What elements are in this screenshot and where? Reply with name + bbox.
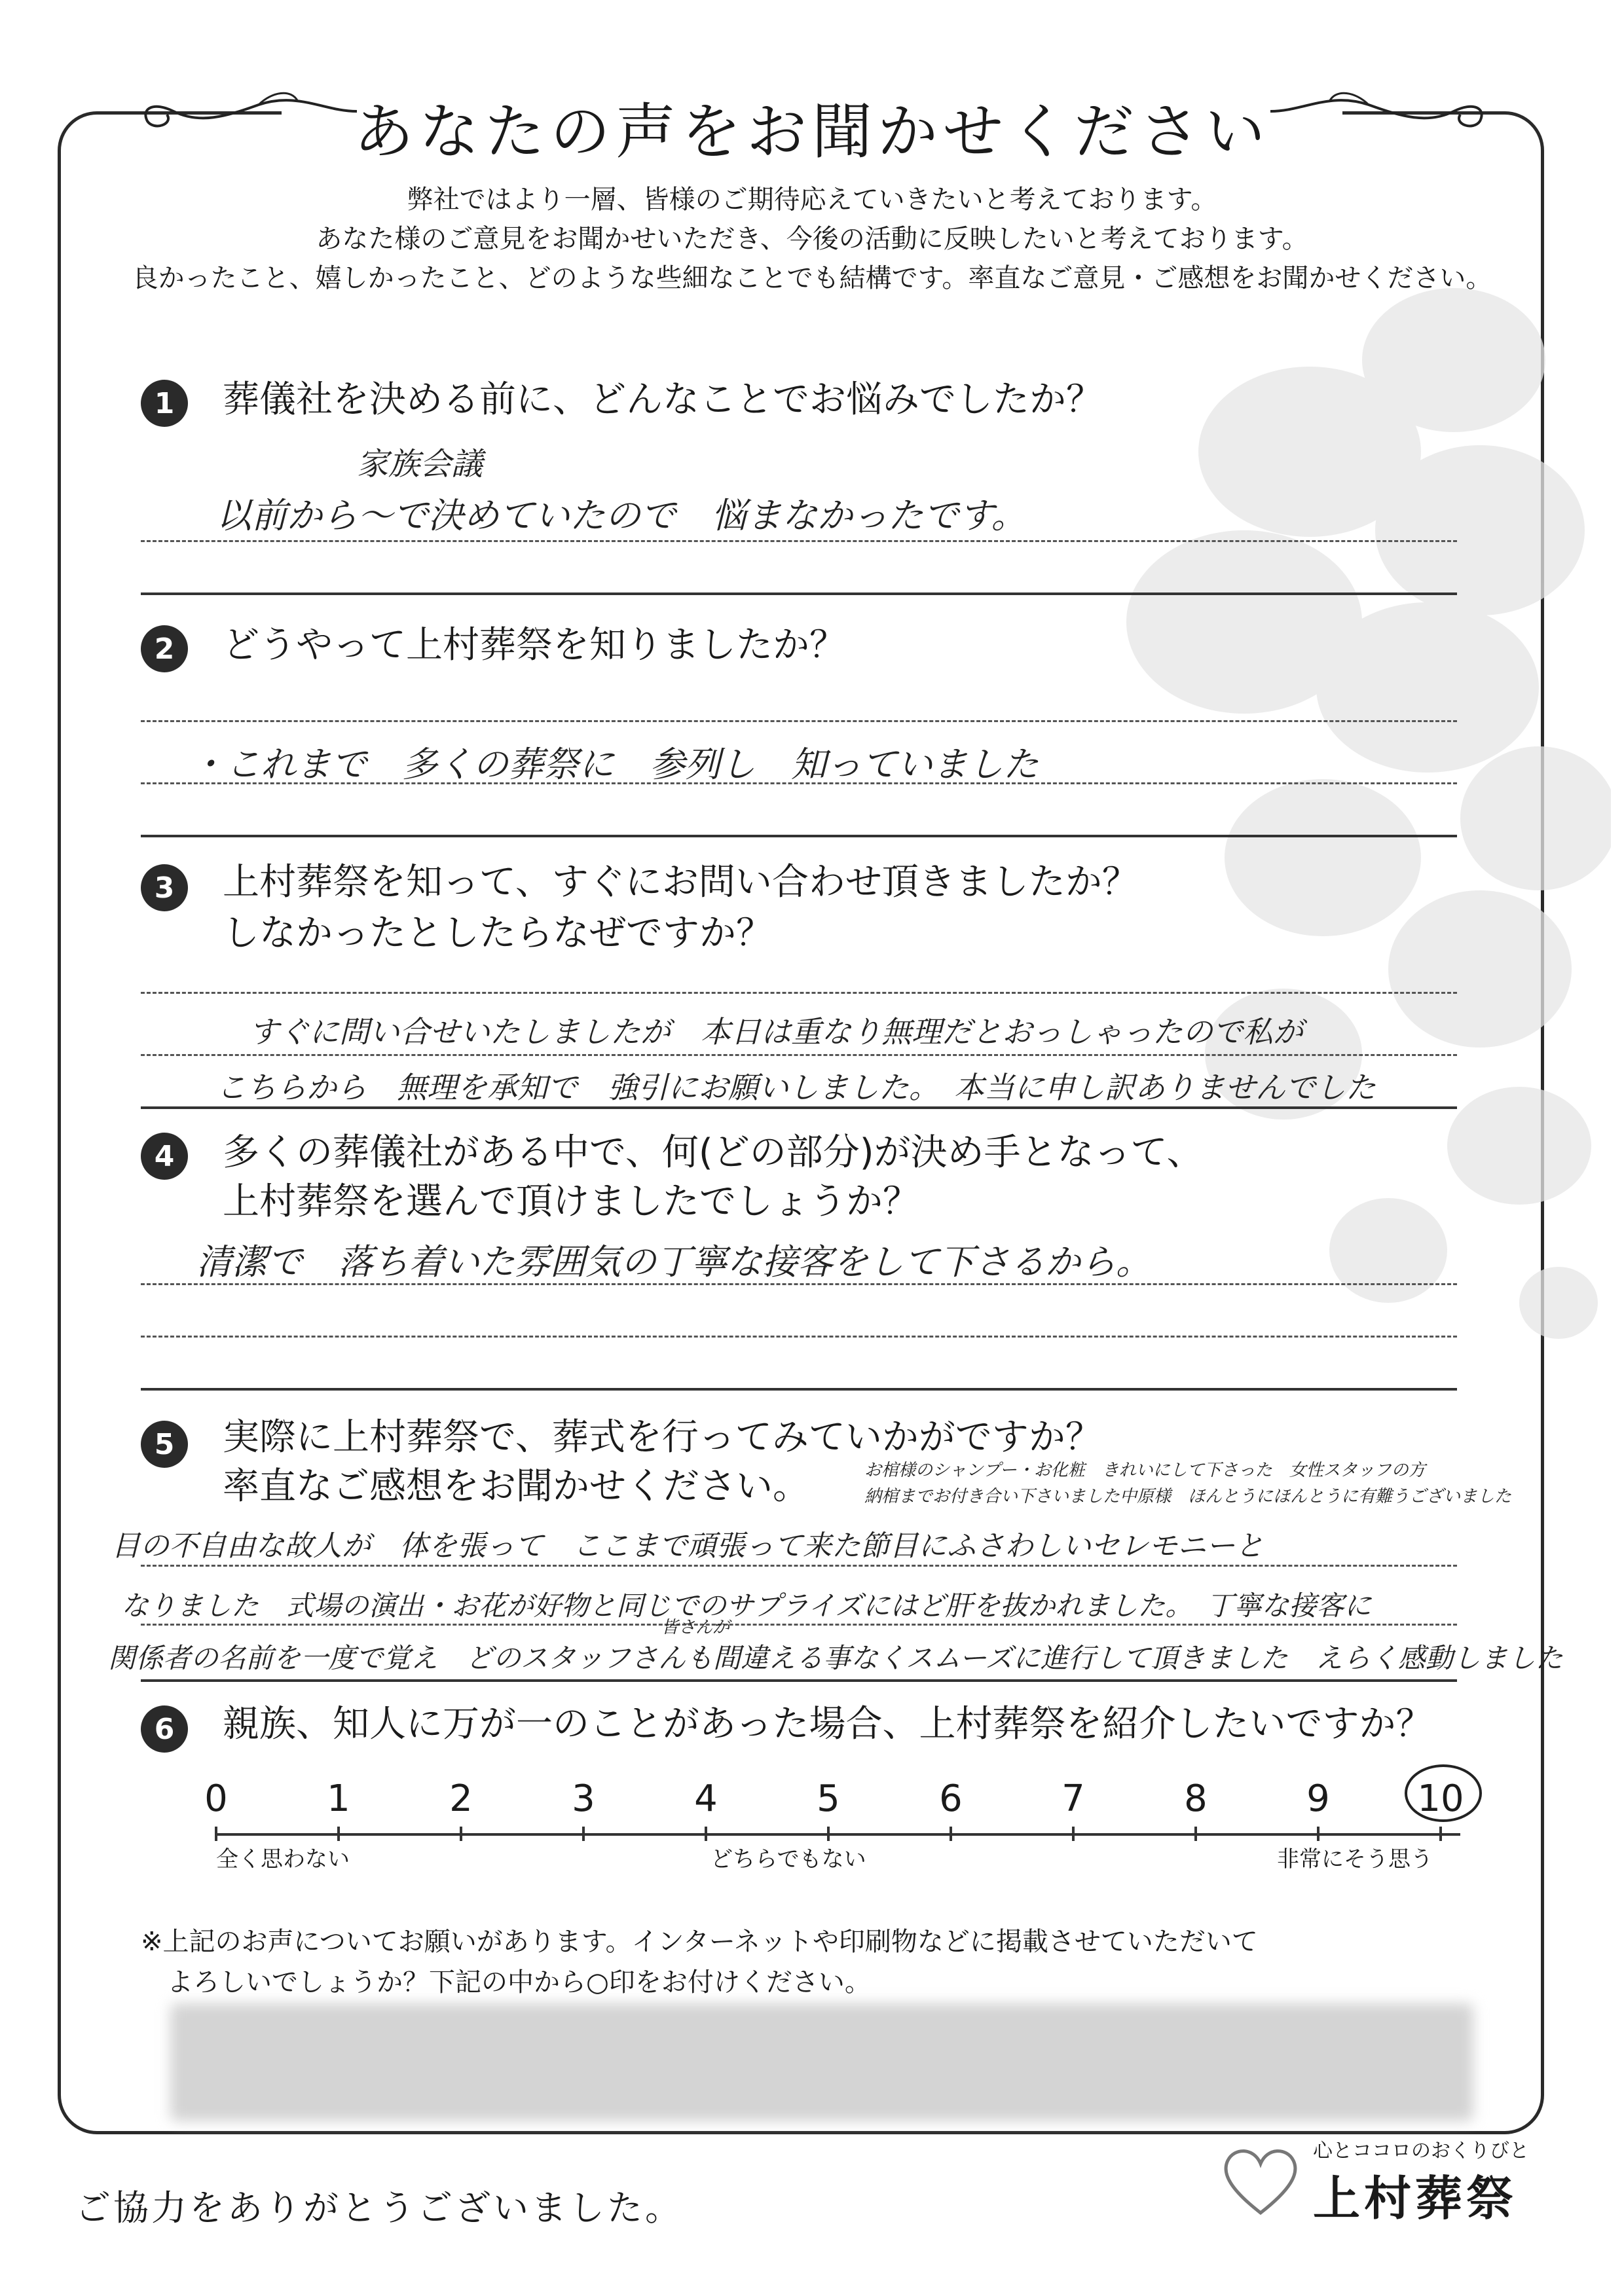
clover-watermark-icon [1113, 282, 1611, 1394]
rating-number-3: 3 [572, 1777, 595, 1820]
rating-tick-2 [460, 1827, 462, 1841]
question-3-divider [141, 1106, 1457, 1109]
question-5-text-line-1: 実際に上村葬祭で、葬式を行ってみていかがですか？ [223, 1416, 1102, 1459]
thank-you-footer: ご協力をありがとうございました。 [75, 2187, 683, 2229]
answer-3-line-2: こちらから 無理を承知で 強引にお願いしました。 本当に申し訳ありませんでした [216, 1070, 1376, 1105]
rating-tick-1 [337, 1827, 340, 1841]
rating-selected-circle [1405, 1764, 1482, 1822]
question-4-divider [141, 1388, 1457, 1391]
rating-number-4: 4 [694, 1777, 718, 1820]
answer-2-rule [141, 782, 1457, 784]
question-4-badge: 4 [141, 1133, 188, 1180]
answer-2-line-1: ・これまで 多くの葬祭に 参列し 知っていました [190, 744, 1039, 785]
question-1-badge: 1 [141, 380, 188, 427]
question-2-divider [141, 835, 1457, 837]
rating-number-9: 9 [1306, 1777, 1330, 1820]
rating-tick-0 [215, 1827, 217, 1841]
rating-tick-3 [582, 1827, 585, 1841]
rating-scale-line [216, 1833, 1460, 1836]
question-3-text-line-2: しなかったとしたらなぜですか？ [223, 912, 773, 955]
answer-5-line-2: なりました 式場の演出・お花が好物と同じでのサプライズにはど肝を抜かれました。 丁寧な接客に [121, 1590, 1372, 1622]
rating-label-low: 全く思わない [216, 1846, 350, 1872]
question-2-badge: 2 [141, 625, 188, 672]
rating-tick-5 [827, 1827, 830, 1841]
question-5-badge: 5 [141, 1421, 188, 1468]
question-1-divider [141, 592, 1457, 595]
answer-3-rule [141, 1054, 1457, 1056]
rating-tick-9 [1317, 1827, 1320, 1841]
answer-4-line-1: 清潔で 落ち着いた雰囲気の丁寧な接客をして下さるから。 [196, 1241, 1151, 1283]
page-title: あなたの声をお聞かせください [353, 97, 1270, 167]
rating-label-mid: どちらでもない [710, 1846, 866, 1872]
rating-scale-numbers [0, 1777, 1624, 1823]
answer-3-rule-top [141, 992, 1457, 994]
question-5-divider [141, 1679, 1457, 1682]
answer-3-line-1: すぐに問い合せいたしましたが 本日は重なり無理だとおっしゃったので私が [249, 1014, 1303, 1049]
answer-5-rule-1 [141, 1565, 1457, 1567]
answer-4-rule-1 [141, 1283, 1457, 1285]
answer-5-side-2: 納棺までお付き合い下さいました中原様 ほんとうにほんとうに有難うございました [864, 1487, 1512, 1506]
rating-number-10: 10 [1417, 1777, 1464, 1820]
rating-tick-10 [1439, 1827, 1442, 1841]
rating-number-0: 0 [204, 1777, 228, 1820]
brand-name: 上村葬祭 [1313, 2171, 1518, 2226]
rating-number-5: 5 [817, 1777, 840, 1820]
redacted-consent-options [170, 2003, 1473, 2121]
rating-number-7: 7 [1061, 1777, 1085, 1820]
question-6-text: 親族、知人に万が一のことがあった場合、上村葬祭を紹介したいですか？ [223, 1703, 1433, 1745]
rating-number-6: 6 [939, 1777, 963, 1820]
answer-1-insert: 家族会議 [357, 446, 483, 483]
answer-1-rule [141, 540, 1457, 542]
rating-number-8: 8 [1184, 1777, 1208, 1820]
rating-label-high: 非常にそう思う [1277, 1846, 1433, 1872]
answer-5-line-3: 関係者の名前を一度で覚え どのスタッフさんも間違える事なくスムーズに進行して頂きました えらく感動しました [108, 1642, 1563, 1674]
question-2-text: どうやって上村葬祭を知りましたか？ [223, 624, 846, 666]
heart-logo-icon [1218, 2138, 1303, 2223]
question-4-text-line-2: 上村葬祭を選んで頂けましたでしょうか？ [223, 1180, 919, 1223]
question-4-text-line-1: 多くの葬儀社がある中で、何(どの部分)が決め手となって、 [223, 1131, 1204, 1174]
question-3-badge: 3 [141, 864, 188, 911]
answer-5-rule-2 [141, 1624, 1457, 1626]
answer-5-insert: 皆さんが [661, 1618, 730, 1637]
intro-text: 弊社ではより一層、皆様のご期待応えていきたいと考えております。 あなた様のご意見をお聞かせいただき、今後の活動に反映したいと考えております。 良かったこと、嬉しかったこと、どのような些細なことでも結構です。率直なご意見・ご感想をお聞かせください。 [132, 185, 1492, 293]
brand-tagline: 心とココロのおくりびと [1313, 2140, 1529, 2162]
answer-5-side-1: お棺様のシャンプー・お化粧 きれいにして下さった 女性スタッフの方 [864, 1461, 1426, 1480]
answer-5-line-1: 目の不自由な故人が 体を張って ここまで頑張って来た節目にふさわしいセレモニーと [111, 1529, 1264, 1563]
publication-note: ※上記のお声についてお願いがあります。インターネットや印刷物などに掲載させていただいて よろしいでしょうか？下記の中から○印をお付けください。 [141, 1927, 1258, 1997]
answer-2-rule-top [141, 720, 1457, 722]
rating-tick-7 [1072, 1827, 1075, 1841]
rating-number-1: 1 [327, 1777, 350, 1820]
rating-tick-6 [950, 1827, 952, 1841]
question-6-badge: 6 [141, 1705, 188, 1753]
rating-tick-4 [705, 1827, 707, 1841]
question-1-text: 葬儀社を決める前に、どんなことでお悩みでしたか？ [223, 378, 1103, 421]
rating-number-2: 2 [449, 1777, 473, 1820]
answer-1-line-1: 以前から〜で決めていたので 悩まなかったです。 [216, 495, 1027, 536]
question-5-text-line-2: 率直なご感想をお聞かせください。 [223, 1465, 809, 1508]
answer-4-rule-2 [141, 1336, 1457, 1338]
rating-tick-8 [1194, 1827, 1197, 1841]
question-3-text-line-1: 上村葬祭を知って、すぐにお問い合わせ頂きましたか？ [223, 861, 1139, 903]
